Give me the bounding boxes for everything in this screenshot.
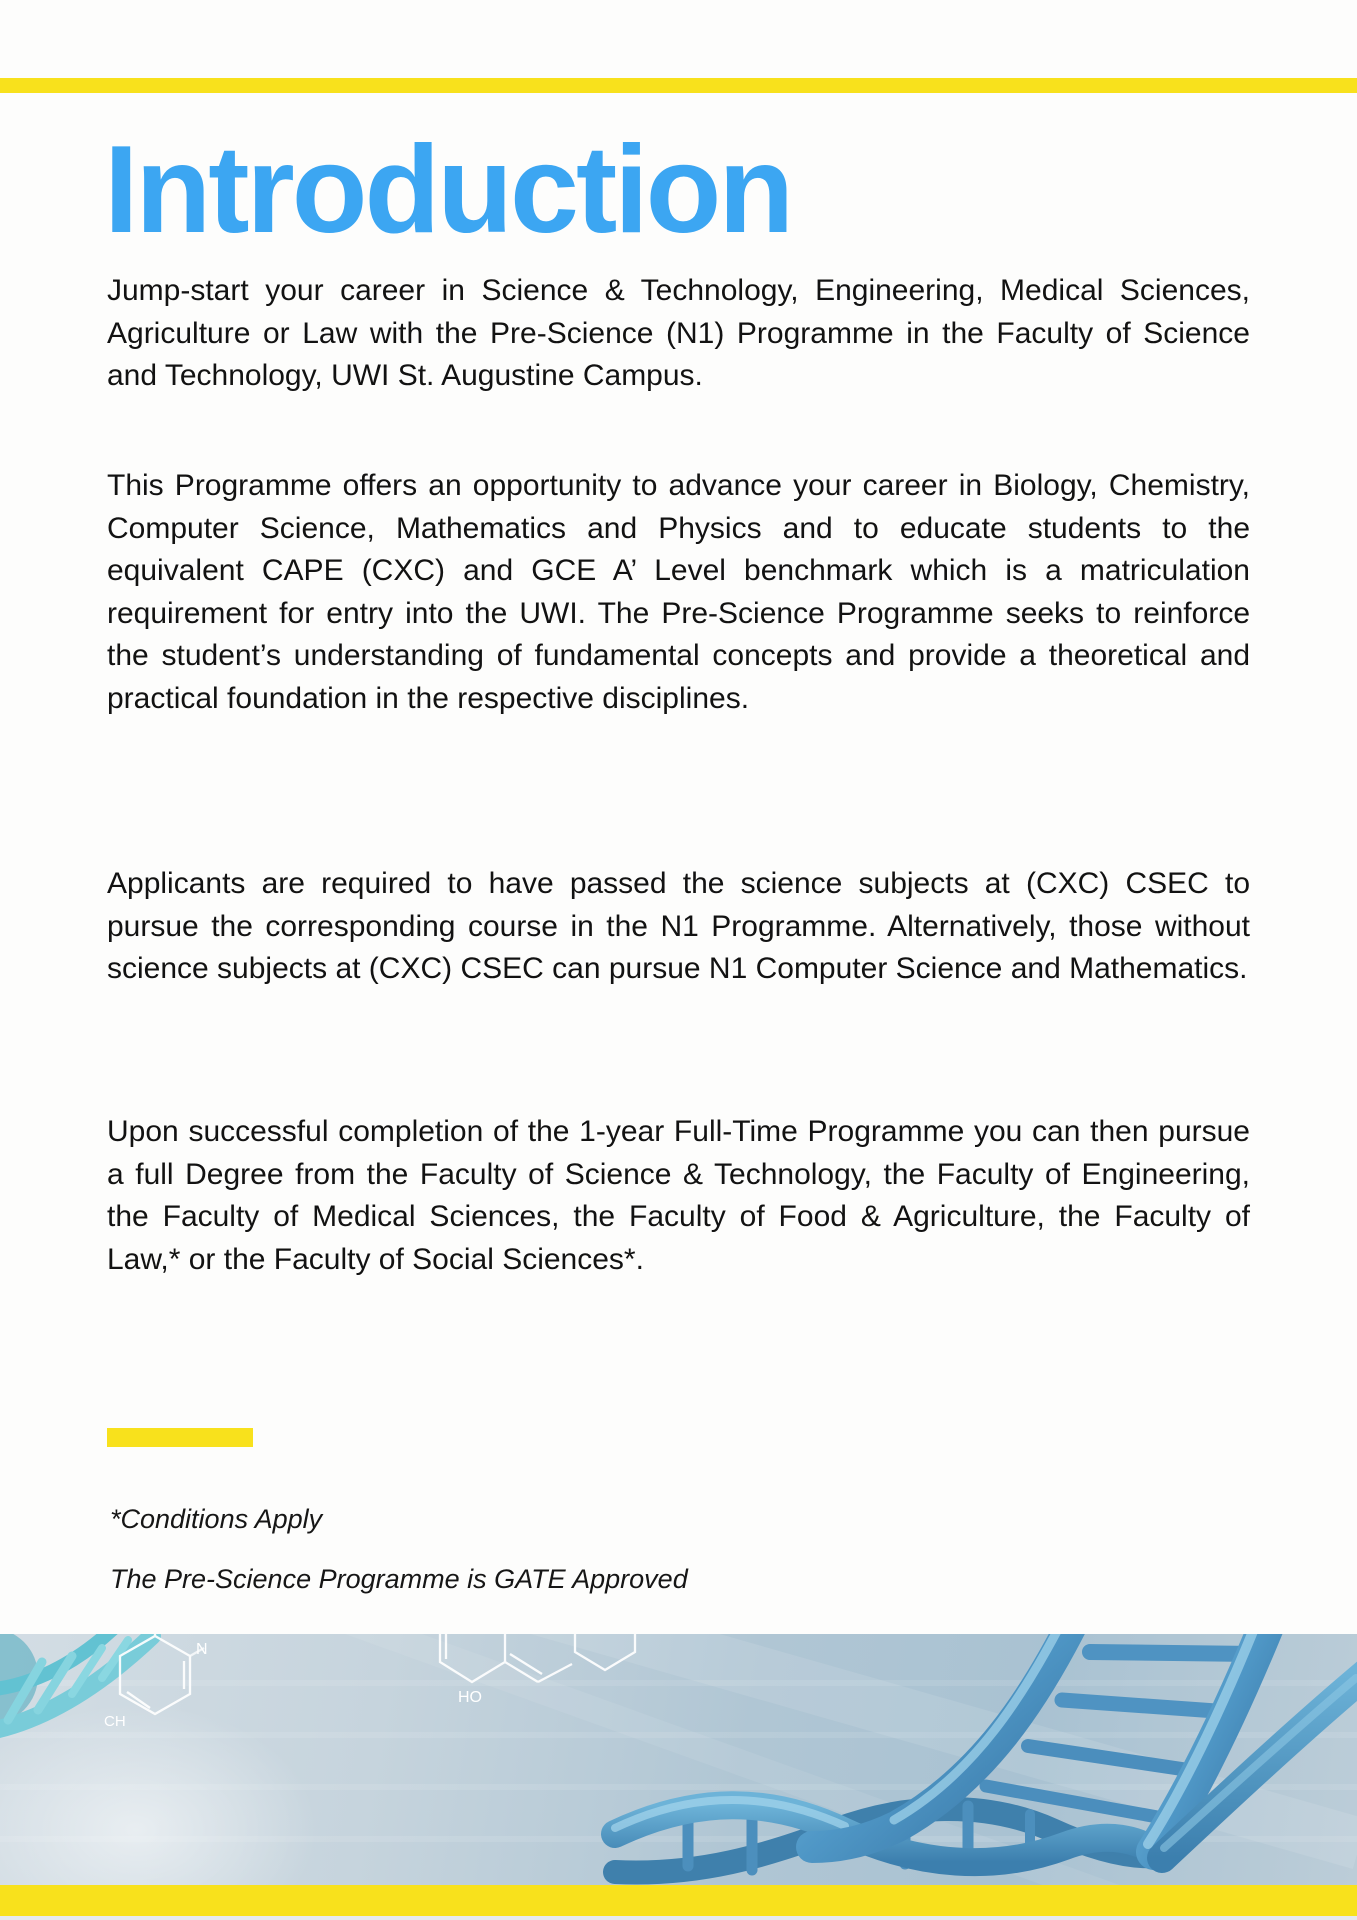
dna-fragment-left-icon — [0, 1634, 152, 1732]
bottom-edge-sliver — [0, 1916, 1357, 1920]
chem-label-ch: CH — [104, 1713, 126, 1730]
intro-paragraph-2: This Programme offers an opportunity to advance your career in Biology, Chemistry, Computer Science, Mathematics and Physics and to educate students to the equivalent CAPE (CXC) and GCE A’ Level benchmark which is a matriculation requirement for entry into the UWI. The Pre-Science Programme seeks to reinforce the student’s understanding of fundamental concepts and provide a theoretical and practical foundation in the respective disciplines. — [107, 469, 1250, 715]
dna-helix-illustration — [0, 1634, 1357, 1885]
page-title: Introduction — [104, 121, 792, 259]
intro-paragraph-1: Jump-start your career in Science & Technology, Engineering, Medical Sciences, Agriculture or Law with the Pre-Science (N1) Programme in the Faculty of Science and Technology, UWI St. Augustine Campus. — [107, 274, 1250, 392]
dna-hero-image — [0, 1634, 1357, 1885]
footnote-gate: The Pre-Science Programme is GATE Approved — [110, 1564, 688, 1594]
intro-paragraph-3: Applicants are required to have passed the science subjects at (CXC) CSEC to pursue the corresponding course in the N1 Programme. Alternatively, those without science subjects at (CXC) CSEC can pursue N1 Computer Science and Mathematics. — [107, 867, 1250, 985]
chem-label-n: N — [196, 1641, 208, 1658]
footnote-conditions: *Conditions Apply — [110, 1504, 323, 1534]
intro-paragraph-4: Upon successful completion of the 1-year Full-Time Programme you can then pursue a full Degree from the Faculty of Science & Technology, the Faculty of Engineering, the Faculty of Medical Sciences, the Faculty of Food & Agriculture, the Faculty of Law,* or the Faculty of Social Sciences*. — [107, 1115, 1250, 1276]
yellow-divider — [107, 1428, 253, 1447]
chem-label-ho: HO — [458, 1689, 482, 1706]
bottom-accent-bar — [0, 1885, 1357, 1916]
top-accent-bar — [0, 78, 1357, 93]
